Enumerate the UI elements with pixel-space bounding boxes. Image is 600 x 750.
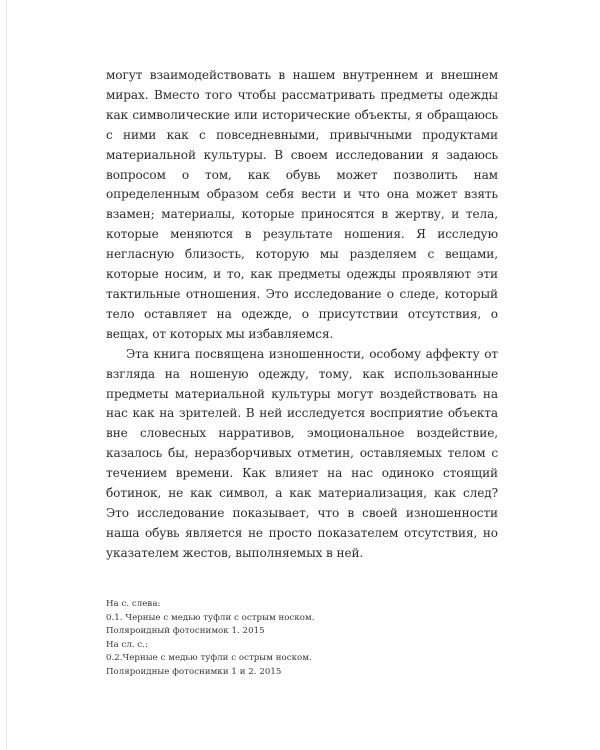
caption-left-line-2: Поляроидный фотоснимок 1. 2015 bbox=[106, 626, 265, 636]
caption-left-heading: На с. слева: bbox=[106, 599, 161, 609]
figure-captions bbox=[106, 598, 406, 679]
page-edge-divider bbox=[6, 0, 7, 750]
caption-right-heading: На сл. с.: bbox=[106, 639, 149, 650]
caption-right-line-1: 0.2.Черные с медью туфли с острым носком. bbox=[106, 653, 312, 663]
caption-right-line-2: Поляроидные фотоснимки 1 и 2. 2015 bbox=[106, 666, 282, 677]
text-column bbox=[106, 66, 498, 564]
paragraph-2: Эта книга посвящена изношенности, особому аффекту от взгляда на ношеную одежду, тому, как использованные предметы материальной культуры могут воздействовать на нас как на зрителей. В ней исследуется восприятие объекта вне словесных нарративов, эмоциональное воздействие, казалось бы, неразборчивых отметин, оставляемых телом с течением времени. Как влияет на нас одиноко стоящий ботинок, не как символ, а как материализация, как след? Это исследование показывает, что в своей изношенности наша обувь является не просто показателем отсутствия, но указателем жестов, выполняемых в ней. bbox=[106, 346, 498, 560]
body-text bbox=[106, 66, 498, 564]
caption-left-line-1: 0.1. Черные с медью туфли с острым носком. bbox=[106, 612, 315, 623]
paragraph-1: могут взаимодействовать в нашем внутреннем и внешнем мирах. Вместо того чтобы рассматривать предметы одежды как символические или исторические объекты, я обращаюсь с ними как с повседневными, привычными продуктами материальной культуры. В своем исследовании я задаюсь вопросом о том, как обувь может позволить нам определенным образом себя вести и что она может взять взамен; материалы, которые приносятся в жертву, и тела, которые меняются в результате ношения. Я исследую негласную близость, которую мы разделяем с вещами, которые носим, и то, как предметы одежды проявляют эти тактильные отношения. Это исследование о следе, который тело оставляет на одежде, о присутствии отсутствия, о вещах, от которых мы избавляемся. bbox=[106, 68, 498, 341]
